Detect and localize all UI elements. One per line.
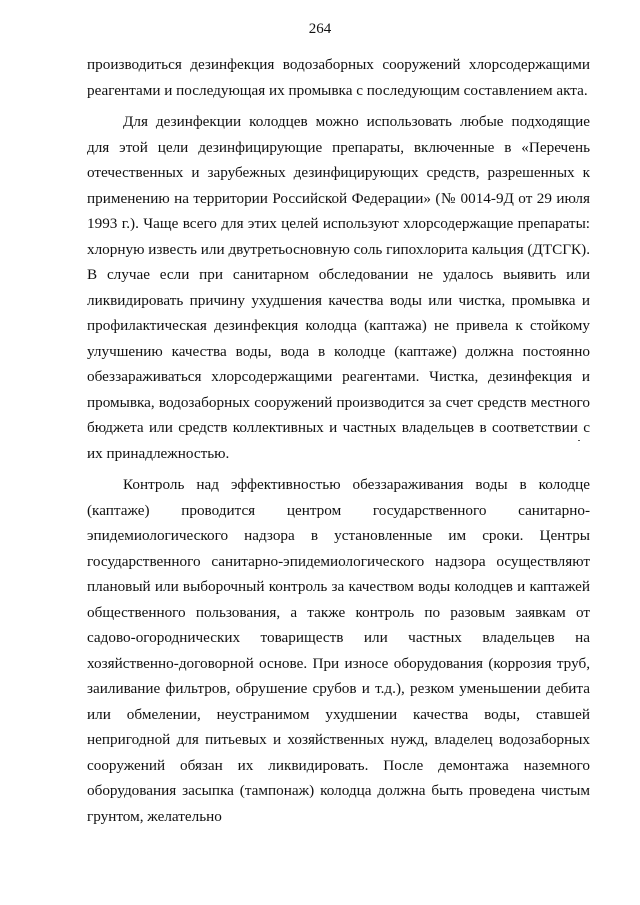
scan-speck (578, 440, 580, 441)
paragraph-disinfection: Для дезинфекции колодцев можно использовать любые подходящие для этой цели дезинфицирующие препараты, включенные в «Перечень отечественных и зарубежных дезинфицирующих средств, разрешенных к применению на территории Российской Федерации» (№ 0014-9Д от 29 июля 1993 г.). Чаще всего для этих целей используют хлорсодержащие препараты: хлорную известь или двутретьосновную соль гипохлорита кальция (ДТСГК). В случае если при санитарном обследовании не удалось выявить или ликвидировать причину ухудшения качества воды или чистка, промывка и профилактическая дезинфекция колодца (каптажа) не привела к стойкому улучшению качества воды, вода в колодце (каптаже) должна постоянно обеззараживаться хлорсодержащими реагентами. Чистка, дезинфекция и промывка, водозаборных сооружений производится за счет средств местного бюджета или средств коллективных и частных владельцев в соответствии с их принадлежностью. (87, 113, 590, 462)
paragraph-continuation: производиться дезинфекция водозаборных сооружений хлорсодержащими реагентами и последующая их промывка с последующим составлением акта. (87, 56, 590, 99)
paragraph-control: Контроль над эффективностью обеззараживания воды в колодце (каптаже) проводится центром государственного санитарно-эпидемиологического надзора в установленные им сроки. Центры государственного санитарно-эпидемиологического надзора осуществляют плановый или выборочный контроль за качеством воды колодцев и каптажей общественного пользования, а также контроль по разовым заявкам от садово-огороднических товариществ или частных владельцев на хозяйственно-договорной основе. При износе оборудования (коррозия труб, заиливание фильтров, обрушение срубов и т.д.), резком уменьшении дебита или обмелении, неустранимом ухудшении качества воды, ставшей непригодной для питьевых и хозяйственных нужд, владелец водозаборных сооружений обязан их ликвидировать. После демонтажа наземного оборудования засыпка (тампонаж) колодца должна быть проведена чистым грунтом, желательно (87, 476, 590, 825)
body-text (87, 52, 590, 829)
page-number: 264 (308, 21, 332, 37)
